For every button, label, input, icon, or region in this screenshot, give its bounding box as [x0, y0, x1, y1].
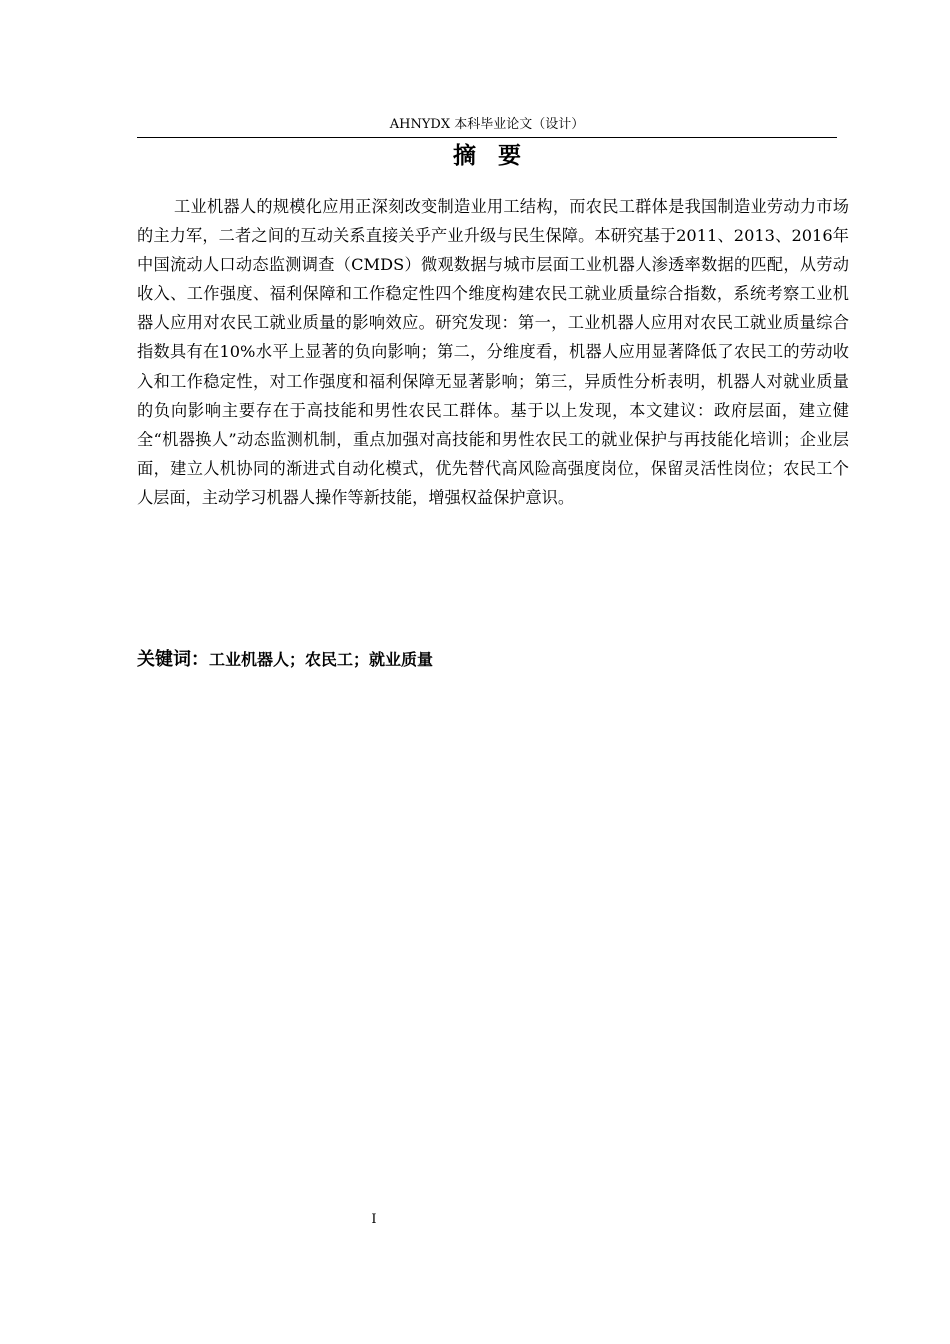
- keywords-value: 工业机器人；农民工；就业质量: [209, 650, 434, 669]
- abstract-title: 摘要: [453, 143, 543, 169]
- page-number: I: [371, 1212, 377, 1227]
- keywords-line: [137, 646, 849, 674]
- header-rule: [137, 137, 837, 138]
- keywords-label: 关键词：: [137, 649, 209, 670]
- abstract-body: 工业机器人的规模化应用正深刻改变制造业用工结构，而农民工群体是我国制造业劳动力市场的主力军，二者之间的互动关系直接关乎产业升级与民生保障。本研究基于2011、2013、2016年中国流动人口动态监测调查（CMDS）微观数据与城市层面工业机器人渗透率数据的匹配，从劳动收入、工作强度、福利保障和工作稳定性四个维度构建农民工就业质量综合指数，系统考察工业机器人应用对农民工就业质量的影响效应。研究发现：第一，工业机器人应用对农民工就业质量综合指数具有在10%水平上显著的负向影响；第二，分维度看，机器人应用显著降低了农民工的劳动收入和工作稳定性，对工作强度和福利保障无显著影响；第三，异质性分析表明，机器人对就业质量的负向影响主要存在于高技能和男性农民工群体。基于以上发现，本文建议：政府层面，建立健全“机器换人”动态监测机制，重点加强对高技能和男性农民工的就业保护与再技能化培训；企业层面，建立人机协同的渐进式自动化模式，优先替代高风险高强度岗位，保留灵活性岗位；农民工个人层面，主动学习机器人操作等新技能，增强权益保护意识。: [137, 197, 849, 507]
- running-header: AHNYDX 本科毕业论文（设计）: [389, 117, 585, 132]
